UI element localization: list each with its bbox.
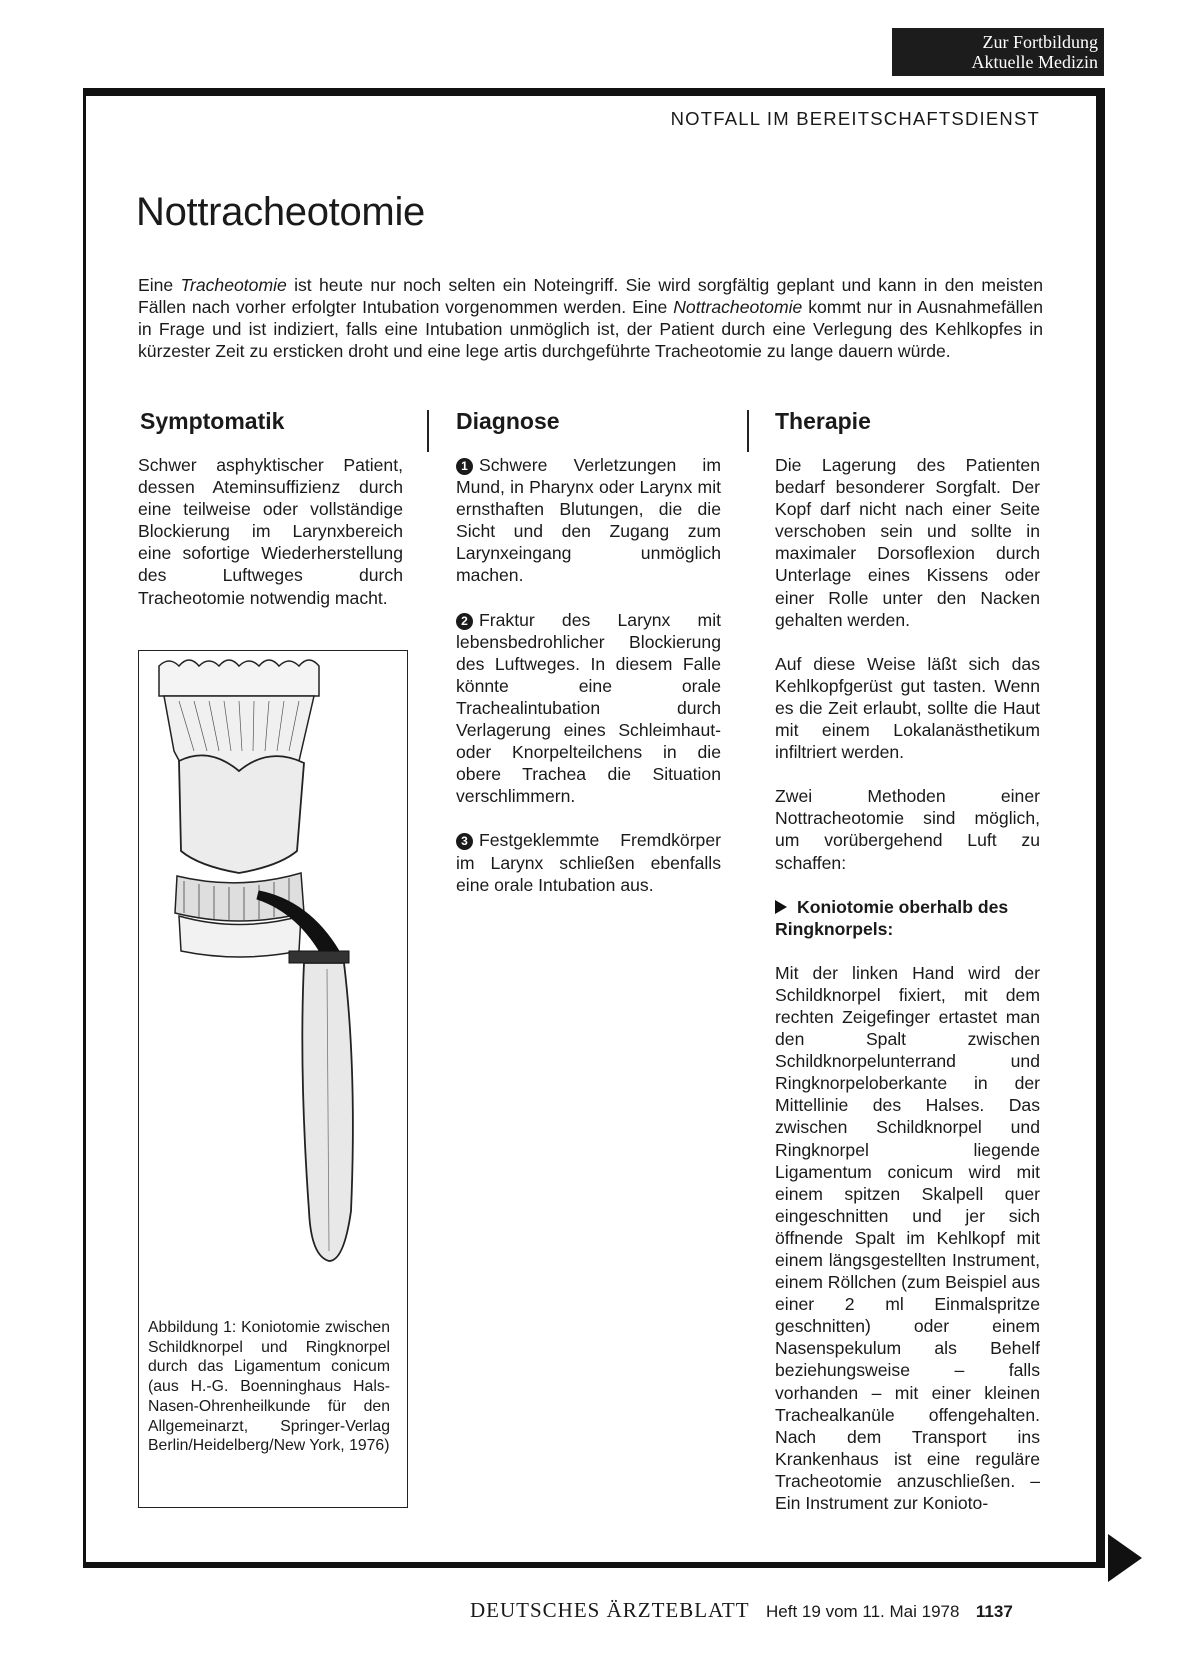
diagnose-item: [456, 454, 721, 587]
diagnose-item-text: Fraktur des Larynx mit lebensbedrohlicher Blockierung des Luftweges. In diesem Falle könnte eine orale Trachealintubation durch Verlagerung eines Schleimhaut- oder Knorpelteilchens in die obere Trachea die Situation verschlimmern.: [456, 609, 721, 807]
number-2-icon: 2: [456, 613, 473, 630]
trachea-lower: [179, 916, 301, 957]
number-3-icon: 3: [456, 833, 473, 850]
symptomatik-heading: Symptomatik: [140, 408, 285, 434]
column-divider-1: [427, 410, 429, 452]
therapie-subheading: [775, 896, 1040, 940]
intro-term-tracheotomie: Tracheotomie: [180, 275, 287, 295]
intro-paragraph: [138, 274, 1043, 362]
scalpel-guard: [289, 951, 349, 963]
diagnose-item-text: Schwere Verletzungen im Mund, in Pharynx oder Larynx mit ernsthaften Blutungen, die die Sicht und den Zugang zum Larynxeingang unmöglich machen.: [456, 455, 721, 586]
therapie-text: [775, 454, 1040, 1536]
diagnose-heading: Diagnose: [456, 408, 560, 434]
continue-arrow-icon: [1108, 1534, 1142, 1582]
figure-caption: Abbildung 1: Koniotomie zwischen Schildknorpel und Ringknorpel durch das Ligamentum conicum (aus H.-G. Boenninghaus Hals-Nasen-Ohrenheilkunde für den Allgemeinarzt, Springer-Verlag Berlin/Heidelberg/New York, 1976): [148, 1319, 390, 1455]
page-number: 1137: [975, 1602, 1013, 1621]
therapie-subheading-text: Koniotomie oberhalb des Ringknorpels:: [775, 896, 1009, 939]
therapie-paragraph-4: Mit der linken Hand wird der Schildknorpel fixiert, mit dem rechten Zeigefinger ertastet man den Spalt zwischen Schildknorpelunterrand und Ringknorpeloberkante in der Mittellinie des Halses. Das zwischen Schildknorpel und Ringknorpel liegende Ligamentum conicum wird mit einem spitzen Skalpell quer eingeschnitten und jer sich öffnende Spalt im Kehlkopf mit einem längsgestellten Instrument, einem Röllchen (zum Beispiel aus einer 2 ml Einmalspritze geschnitten) oder einem Nasenspekulum als Behelf beziehungsweise – falls vorhanden – mit einer kleinen Trachealkanüle offengehalten. Nach dem Transport ins Krankenhaus ist eine reguläre Tracheotomie anzuschließen. – Ein Instrument zur Konioto-: [775, 962, 1041, 1514]
column-divider-2: [747, 410, 749, 452]
section-tag: [892, 28, 1104, 76]
intro-term-nottracheotomie: Nottracheotomie: [673, 297, 803, 317]
diagnose-item: [456, 829, 721, 895]
intro-text-2: ist heute nur noch selten ein Noteingriff. Sie wird sorgfältig geplant und kann in den meisten Fällen nach vorher erfolgter Intubation vorgenommen werden. Eine: [138, 275, 1044, 317]
therapie-paragraph-3: Zwei Methoden einer Nottracheotomie sind möglich, um vorübergehend Luft zu schaffen:: [775, 786, 1040, 873]
bullet-triangle-icon: [775, 900, 787, 914]
diagnose-item-text: Festgeklemmte Fremdkörper im Larynx schließen ebenfalls eine orale Intubation aus.: [456, 830, 721, 895]
page-footer: [470, 1598, 1090, 1623]
section-tag-line2: Aktuelle Medizin: [971, 52, 1098, 72]
therapie-paragraph-2: Auf diese Weise läßt sich das Kehlkopfgerüst gut tasten. Wenn es die Zeit erlaubt, sollte die Haut mit einem Lokalanästhetikum infiltriert werden.: [775, 653, 1040, 763]
issue-info: Heft 19 vom 11. Mai 1978: [766, 1602, 960, 1621]
diagnose-item: [456, 609, 721, 808]
symptomatik-paragraph: Schwer asphyktischer Patient, dessen Ateminsuffizienz durch eine teilweise oder vollständige Blockierung im Larynxbereich eine sofortige Wiederherstellung des Luftweges durch Tracheotomie notwendig macht.: [138, 455, 403, 608]
section-kicker: NOTFALL IM BEREITSCHAFTSDIENST: [670, 108, 1040, 129]
therapie-heading: Therapie: [775, 408, 871, 434]
thyroid-cartilage: [179, 755, 304, 873]
section-tag-line1: Zur Fortbildung: [982, 32, 1098, 52]
symptomatik-text: [138, 454, 403, 631]
intro-text-1: Eine: [138, 275, 181, 295]
cricoid-band: [175, 873, 304, 921]
intro-text-3: kommt nur in Ausnahmefällen in Frage und ist indiziert, falls eine Intubation unmöglich ist, der Patient durch eine Verlegung des Kehlkopfes in kürzester Zeit zu ersticken droht und eine lege artis durchgeführte Tracheotomie zu lange dauern würde.: [138, 297, 1044, 361]
page-title: Nottracheotomie: [136, 190, 425, 234]
larynx-illustration: [139, 651, 406, 1311]
journal-name: DEUTSCHES ÄRZTEBLATT: [470, 1598, 750, 1622]
number-1-icon: 1: [456, 458, 473, 475]
diagnose-text: [456, 454, 721, 918]
trachea-top-edge: [159, 660, 319, 696]
therapie-paragraph-1: Die Lagerung des Patienten bedarf besonderer Sorgfalt. Der Kopf darf nicht nach einer Seite verschoben sein und sollte in maximaler Dorsoflexion durch Unterlage eines Kissens oder einer Rolle unter den Nacken gehalten werden.: [775, 455, 1040, 630]
